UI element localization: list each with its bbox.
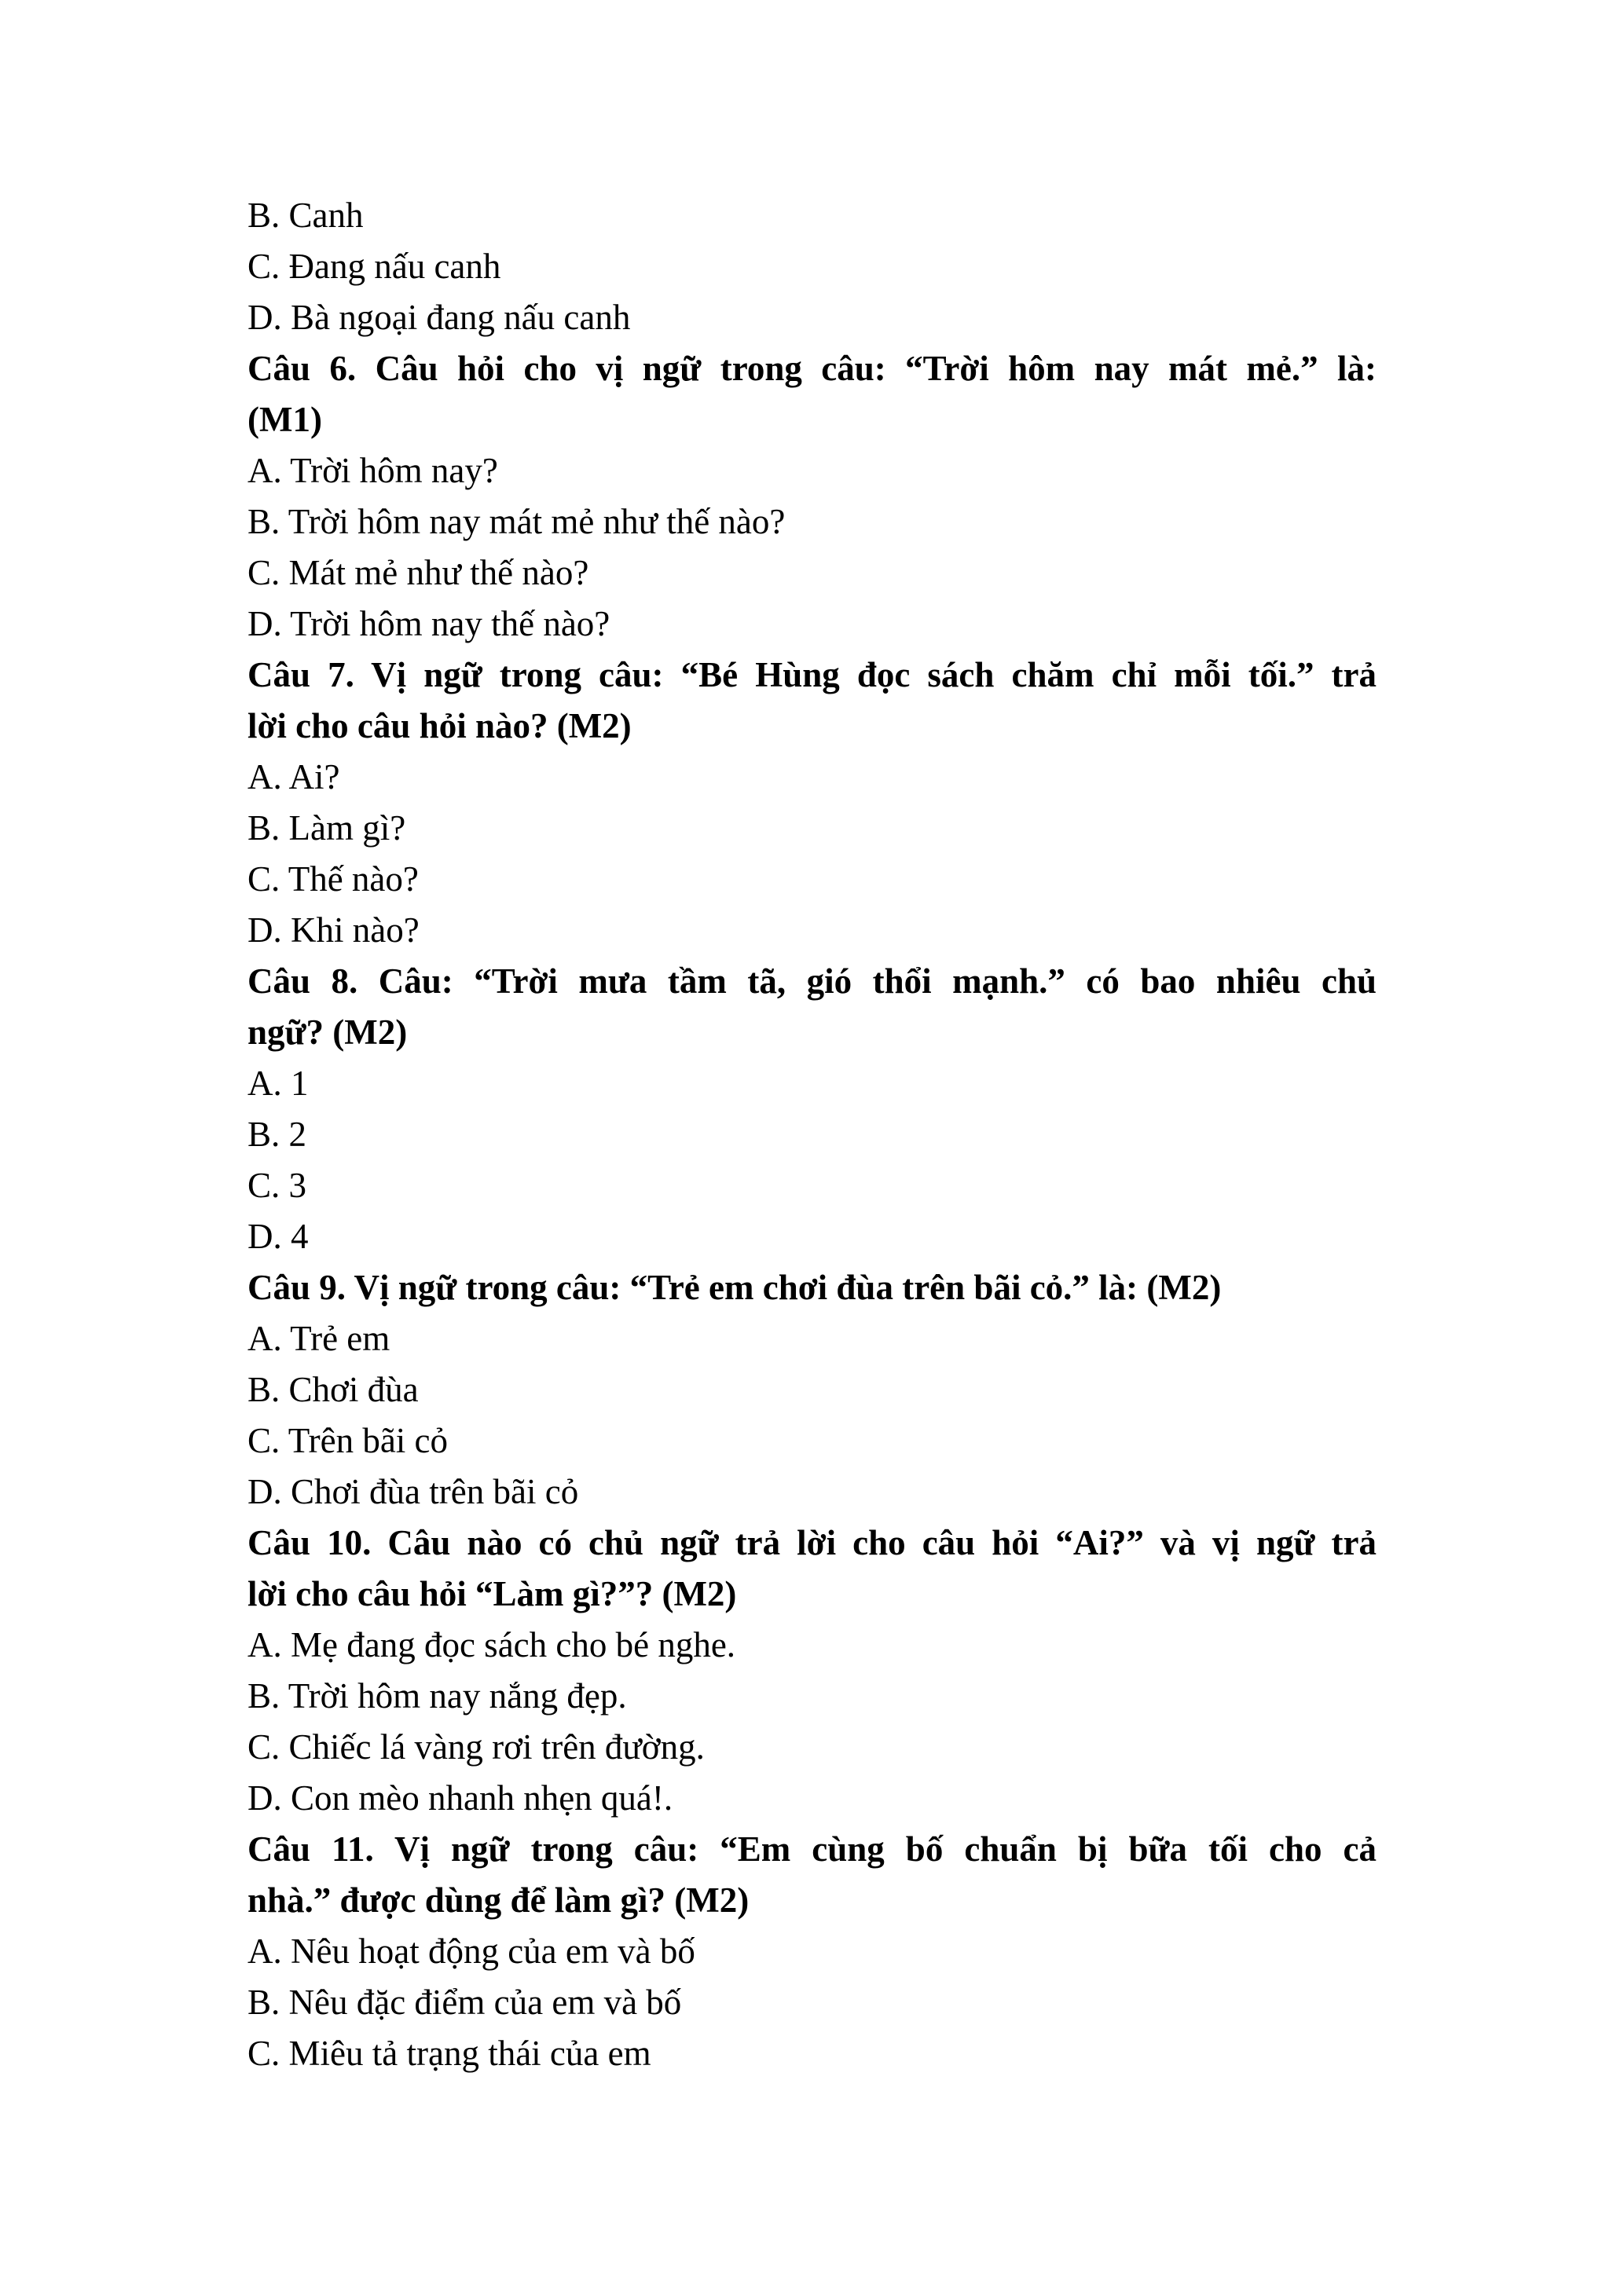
answer-option: D. Con mèo nhanh nhẹn quá!. <box>247 1778 673 1818</box>
answer-option: A. Mẹ đang đọc sách cho bé nghe. <box>247 1625 736 1664</box>
answer-option: A. 1 <box>247 1064 309 1103</box>
answer-option: D. Chơi đùa trên bãi cỏ <box>247 1472 579 1511</box>
question-line: Câu 11. Vị ngữ trong câu: “Em cùng bố chuẩn bị bữa tối cho cả <box>247 1829 1377 1869</box>
answer-option: C. Chiếc lá vàng rơi trên đường. <box>247 1727 705 1767</box>
answer-option: C. Mát mẻ như thế nào? <box>247 553 589 592</box>
document-content <box>247 190 1377 2079</box>
question-line: Câu 7. Vị ngữ trong câu: “Bé Hùng đọc sách chăm chỉ mỗi tối.” trả <box>247 655 1377 694</box>
answer-option: C. Trên bãi cỏ <box>247 1421 449 1460</box>
question-line: lời cho câu hỏi nào? (M2) <box>247 706 632 745</box>
answer-option: A. Nêu hoạt động của em và bố <box>247 1932 695 1971</box>
question-line: (M1) <box>247 400 322 439</box>
question-text <box>247 1824 1377 1926</box>
answer-option: C. Đang nấu canh <box>247 247 501 286</box>
answer-option: B. 2 <box>247 1115 307 1154</box>
answer-option: D. Khi nào? <box>247 910 420 950</box>
answer-option: D. Bà ngoại đang nấu canh <box>247 298 631 337</box>
answer-option: C. Thế nào? <box>247 859 419 899</box>
question-line: Câu 10. Câu nào có chủ ngữ trả lời cho câu hỏi “Ai?” và vị ngữ trả <box>247 1523 1377 1562</box>
question-line: Câu 6. Câu hỏi cho vị ngữ trong câu: “Trời hôm nay mát mẻ.” là: <box>247 349 1377 388</box>
answer-option: B. Chơi đùa <box>247 1370 419 1409</box>
question-line: Câu 8. Câu: “Trời mưa tầm tã, gió thổi mạnh.” có bao nhiêu chủ <box>247 961 1377 1001</box>
answer-option: A. Trời hôm nay? <box>247 451 498 490</box>
answer-option: B. Trời hôm nay mát mẻ như thế nào? <box>247 502 786 541</box>
question-text <box>247 343 1377 445</box>
question-text <box>247 1518 1377 1620</box>
answer-option: C. Miêu tả trạng thái của em <box>247 2034 651 2073</box>
question-line: nhà.” được dùng để làm gì? (M2) <box>247 1880 750 1920</box>
answer-option: D. Trời hôm nay thế nào? <box>247 604 610 643</box>
answer-option: A. Trẻ em <box>247 1319 390 1358</box>
question-text <box>247 1262 1377 1313</box>
answer-option: D. 4 <box>247 1217 309 1256</box>
answer-option: C. 3 <box>247 1166 307 1205</box>
answer-option: B. Làm gì? <box>247 808 406 848</box>
answer-option: B. Trời hôm nay nắng đẹp. <box>247 1676 627 1716</box>
answer-option: A. Ai? <box>247 757 340 796</box>
answer-option: B. Canh <box>247 196 364 235</box>
question-text <box>247 956 1377 1058</box>
question-line: lời cho câu hỏi “Làm gì?”? (M2) <box>247 1574 737 1613</box>
question-line: ngữ? (M2) <box>247 1013 408 1052</box>
question-text <box>247 650 1377 752</box>
question-line: Câu 9. Vị ngữ trong câu: “Trẻ em chơi đùa trên bãi cỏ.” là: (M2) <box>247 1268 1222 1307</box>
answer-option: B. Nêu đặc điểm của em và bố <box>247 1983 682 2022</box>
